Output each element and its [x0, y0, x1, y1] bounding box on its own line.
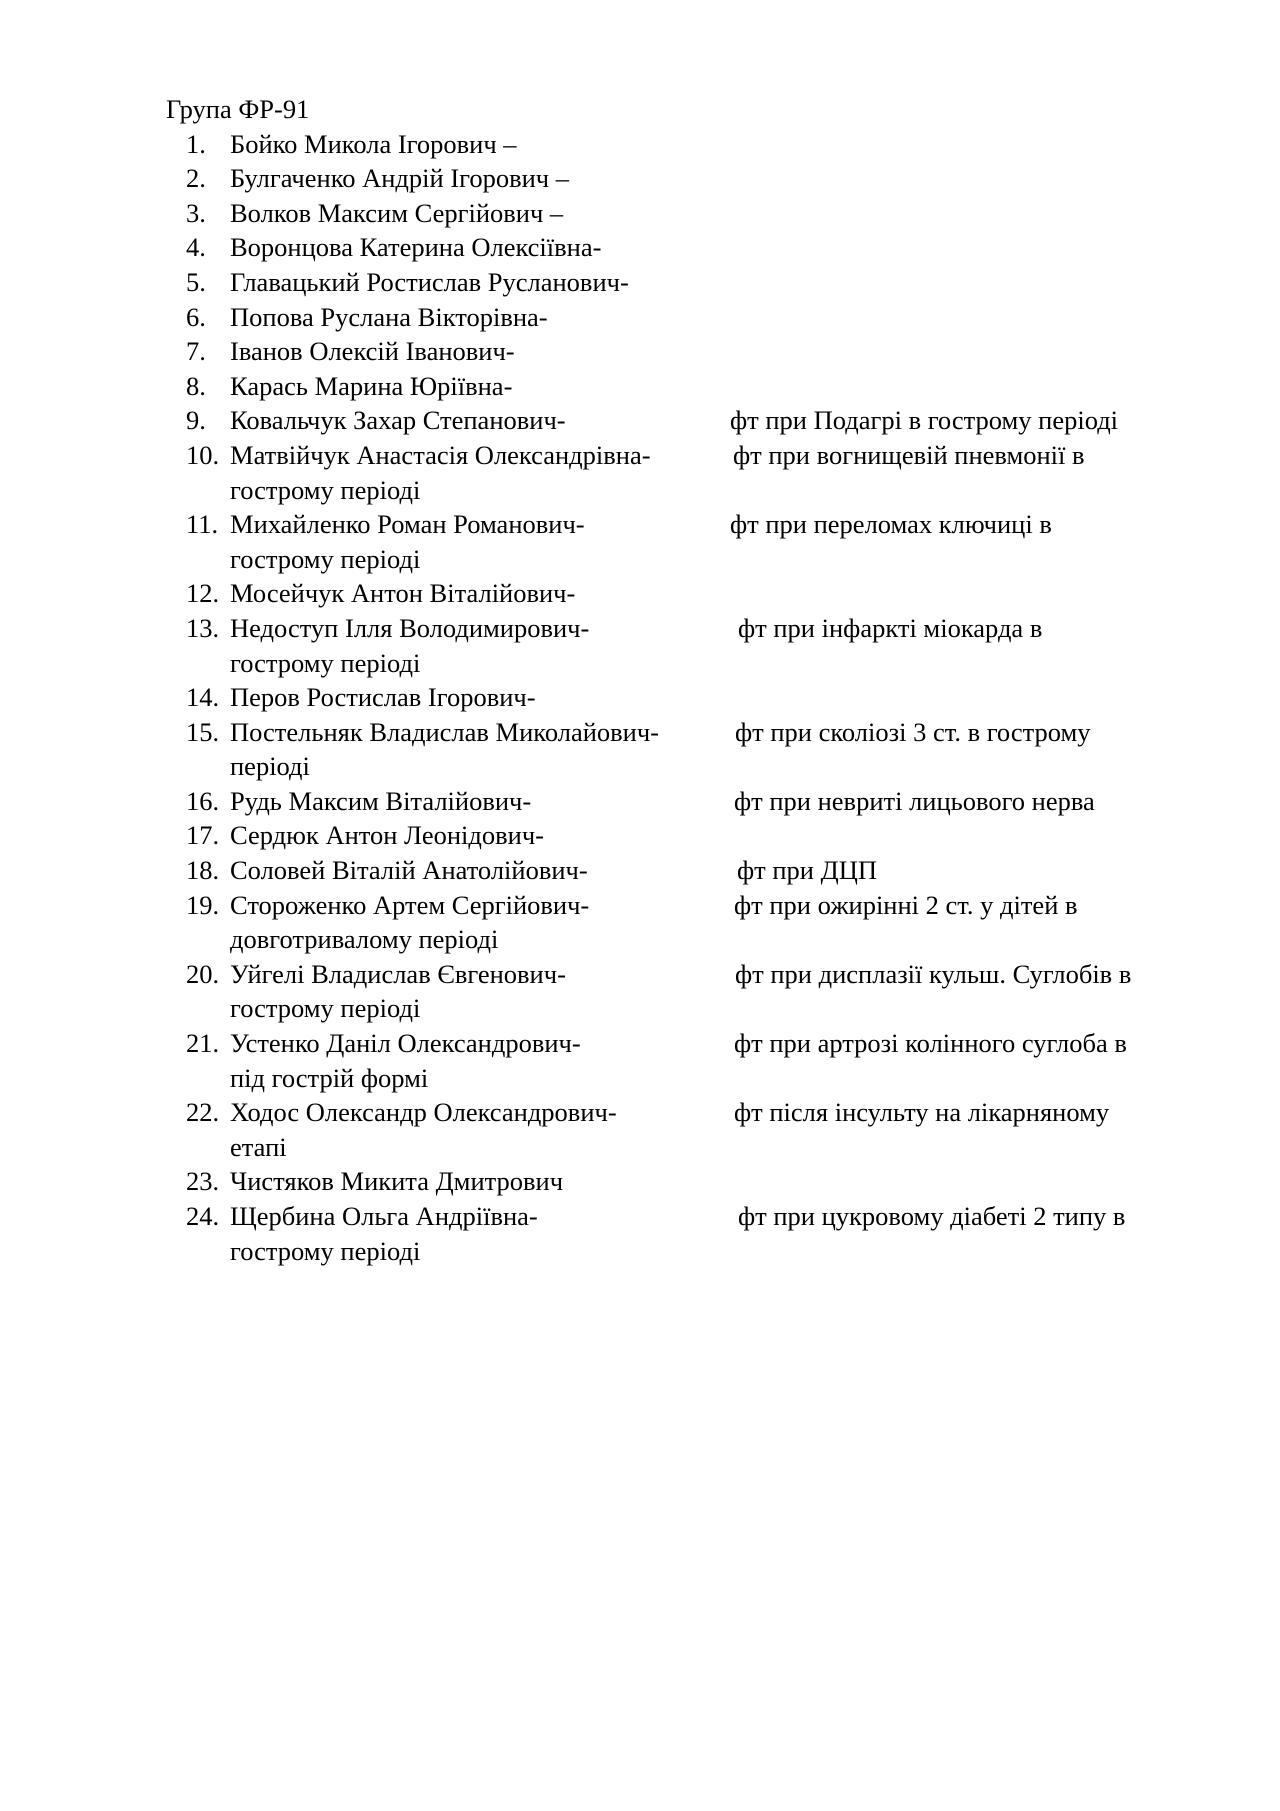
list-item: [166, 1095, 1216, 1164]
student-name: Ходос Олександр Олександрович-: [230, 1097, 617, 1128]
student-name: Постельняк Владислав Миколайович-: [230, 716, 659, 747]
student-list: [166, 127, 1216, 1269]
student-name: Попова Руслана Вікторівна-: [230, 301, 548, 332]
list-item: [166, 230, 1216, 265]
list-item: [166, 369, 1216, 404]
student-name: Чистяков Микита Дмитрович: [230, 1166, 564, 1197]
item-number: 3.: [186, 197, 206, 228]
student-name: Сердюк Антон Леонідович-: [230, 820, 544, 851]
topic-note: фт при невриті лицьового нерва: [734, 785, 1095, 816]
student-name: Булгаченко Андрій Ігорович –: [230, 163, 570, 194]
student-name: Іванов Олексій Іванович-: [230, 336, 515, 367]
item-number: 1.: [186, 128, 206, 159]
list-item: [166, 161, 1216, 196]
topic-continuation: гострому періоді: [230, 647, 421, 678]
student-name: Щербина Ольга Андріївна-: [230, 1201, 538, 1231]
topic-note: фт при вогнищевій пневмонії в: [733, 439, 1085, 470]
student-name: Недоступ Ілля Володимирович-: [230, 612, 590, 643]
list-item: [166, 680, 1216, 715]
item-number: 13.: [186, 612, 220, 643]
list-item: [166, 127, 1216, 162]
student-name: Стороженко Артем Сергійович-: [230, 889, 590, 920]
student-name: Матвійчук Анастасія Олександрівна-: [230, 439, 651, 470]
student-name: Перов Ростислав Ігорович-: [230, 682, 536, 713]
item-number: 8.: [186, 370, 206, 401]
item-number: 2.: [186, 163, 206, 194]
topic-note: фт при переломах ключиці в: [730, 509, 1052, 540]
topic-continuation: під гострій формі: [230, 1062, 429, 1093]
student-name: Соловей Віталій Анатолійович-: [230, 855, 588, 886]
topic-continuation: гострому періоді: [230, 543, 421, 574]
item-number: 21.: [186, 1028, 220, 1059]
item-number: 17.: [186, 820, 220, 851]
item-number: 14.: [186, 682, 220, 713]
student-name: Главацький Ростислав Русланович-: [230, 266, 629, 297]
topic-continuation: гострому періоді: [230, 1235, 421, 1266]
topic-continuation: довготривалому періоді: [230, 924, 499, 955]
student-name: Рудь Максим Віталійович-: [230, 785, 532, 816]
list-item: [166, 888, 1216, 957]
item-number: 7.: [186, 336, 206, 367]
document-content: [166, 92, 1216, 1268]
item-number: 9.: [186, 405, 206, 436]
item-number: 15.: [186, 716, 220, 747]
item-number: 24.: [186, 1201, 220, 1231]
item-number: 22.: [186, 1097, 220, 1128]
list-item: [166, 300, 1216, 335]
list-item: [166, 334, 1216, 369]
item-number: 10.: [186, 439, 220, 470]
item-number: 23.: [186, 1166, 220, 1197]
topic-note: фт при цукровому діабеті 2 типу в: [738, 1201, 1126, 1231]
topic-continuation: гострому періоді: [230, 993, 421, 1024]
item-number: 11.: [186, 509, 219, 540]
list-item: [166, 507, 1216, 576]
item-number: 6.: [186, 301, 206, 332]
item-number: 16.: [186, 785, 220, 816]
item-number: 5.: [186, 266, 206, 297]
list-item: [166, 957, 1216, 1026]
topic-continuation: періоді: [230, 751, 310, 782]
list-item: [166, 403, 1216, 438]
student-name: Ковальчук Захар Степанович-: [230, 405, 566, 436]
list-item: [166, 265, 1216, 300]
item-number: 19.: [186, 889, 220, 920]
list-item: [166, 853, 1216, 888]
topic-note: фт при Подагрі в гострому періоді: [730, 405, 1119, 436]
item-number: 18.: [186, 855, 220, 886]
item-number: 20.: [186, 958, 220, 989]
list-item: [166, 611, 1216, 680]
item-number: 12.: [186, 578, 220, 609]
list-item: [166, 784, 1216, 819]
list-item: [166, 715, 1216, 784]
student-name: Мосейчук Антон Віталійович-: [230, 578, 576, 609]
list-item: [166, 438, 1216, 507]
topic-note: фт після інсульту на лікарняному: [734, 1097, 1110, 1128]
list-item: [166, 1199, 1216, 1268]
topic-note: фт при дисплазії кульш. Суглобів в: [735, 958, 1132, 989]
list-item: [166, 818, 1216, 853]
student-name: Бойко Микола Ігорович –: [230, 128, 517, 159]
topic-note: фт при ожирінні 2 ст. у дітей в: [734, 889, 1078, 920]
group-title: Група ФР-91: [166, 94, 310, 124]
student-name: Уйгелі Владислав Євгенович-: [230, 958, 566, 989]
topic-note: фт при артрозі колінного суглоба в: [734, 1028, 1127, 1059]
student-name: Устенко Даніл Олександрович-: [230, 1028, 581, 1059]
list-item: [166, 196, 1216, 231]
item-number: 4.: [186, 232, 206, 263]
topic-note: фт при сколіозі 3 ст. в гострому: [735, 716, 1091, 747]
student-name: Воронцова Катерина Олексіївна-: [230, 232, 602, 263]
topic-continuation: гострому періоді: [230, 474, 421, 505]
topic-note: фт при інфаркті міокарда в: [738, 612, 1043, 643]
list-item: [166, 576, 1216, 611]
topic-note: фт при ДЦП: [737, 855, 877, 886]
topic-continuation: етапі: [230, 1131, 287, 1162]
list-item: [166, 1164, 1216, 1199]
list-item: [166, 1026, 1216, 1095]
student-name: Карась Марина Юріївна-: [230, 370, 513, 401]
student-name: Волков Максим Сергійович –: [230, 197, 564, 228]
student-name: Михайленко Роман Романович-: [230, 509, 585, 540]
